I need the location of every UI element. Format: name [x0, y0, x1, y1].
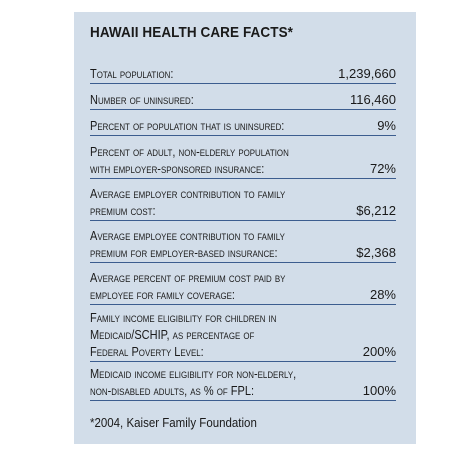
fact-label: non-disabled adults, as % of FPL: — [90, 384, 255, 398]
fact-value: 100% — [362, 383, 396, 398]
fact-value: 200% — [362, 344, 396, 359]
fact-row-employee-contribution — [90, 228, 396, 263]
fact-label: Number of uninsured: — [90, 93, 194, 107]
fact-label: with employer-sponsored insurance: — [90, 162, 265, 176]
fact-label: Average employer contribution to family — [90, 187, 286, 201]
fact-value: 9% — [377, 118, 396, 133]
fact-row-premium-percent — [90, 270, 396, 305]
fact-row-employer-contribution — [90, 186, 396, 221]
panel-title: HAWAII HEALTH CARE FACTS* — [90, 24, 294, 41]
fact-label: Federal Poverty Level: — [90, 345, 204, 359]
fact-label: Average percent of premium cost paid by — [90, 271, 286, 285]
fact-label: Medicaid/SCHIP, as percentage of — [90, 328, 255, 342]
fact-row-total-population — [90, 66, 396, 84]
fact-value: $2,368 — [356, 245, 396, 260]
fact-label: Total population: — [90, 67, 174, 81]
fact-label: Percent of adult, non-elderly population — [90, 145, 289, 159]
fact-value: 28% — [369, 287, 396, 302]
fact-label: employee for family coverage: — [90, 288, 235, 302]
fact-label: Family income eligibility for children in — [90, 311, 277, 325]
fact-row-employer-sponsored — [90, 144, 396, 179]
fact-value: 1,239,660 — [338, 66, 396, 81]
fact-value: 116,460 — [349, 92, 396, 107]
footnote: *2004, Kaiser Family Foundation — [90, 416, 257, 430]
fact-label: premium cost: — [90, 204, 156, 218]
fact-value: $6,212 — [356, 203, 396, 218]
fact-value: 72% — [369, 161, 396, 176]
fact-row-percent-uninsured — [90, 118, 396, 136]
fact-label: Percent of population that is uninsured: — [90, 119, 285, 133]
fact-row-children-eligibility — [90, 310, 396, 362]
fact-label: premium for employer-based insurance: — [90, 246, 278, 260]
fact-label: Average employee contribution to family — [90, 229, 285, 243]
facts-panel — [74, 12, 416, 444]
fact-label: Medicaid income eligibility for non-elderly, — [90, 367, 297, 381]
fact-row-uninsured — [90, 92, 396, 110]
fact-row-adult-eligibility — [90, 366, 396, 401]
